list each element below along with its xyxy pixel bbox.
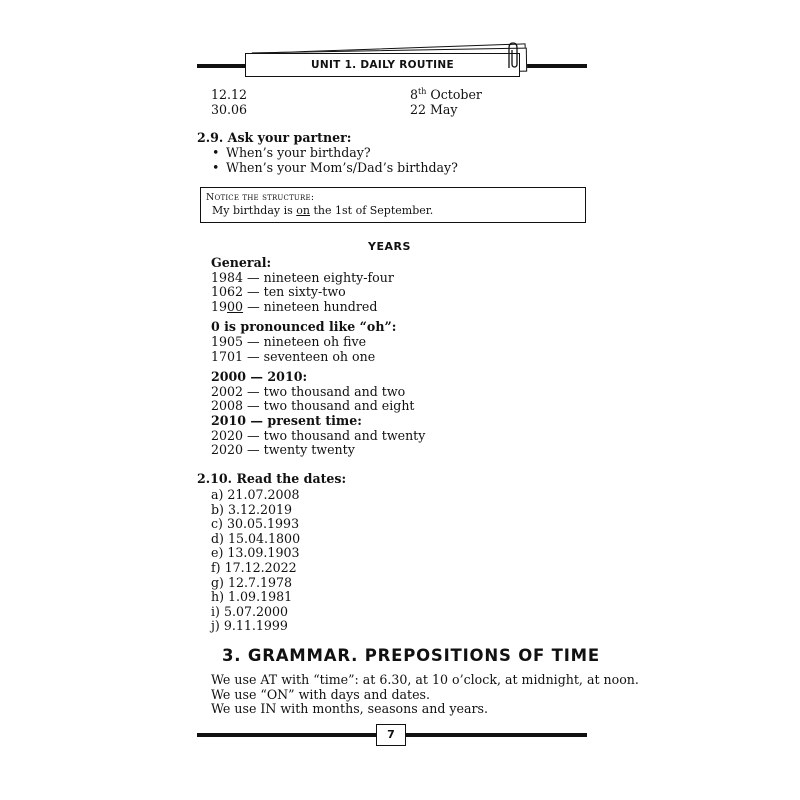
year-example: 1900 — nineteen hundred bbox=[211, 298, 378, 314]
page-number: 7 bbox=[376, 724, 406, 746]
exercise-2-9-title: 2.9. Ask your partner: bbox=[197, 130, 352, 145]
oh-label: 0 is pronounced like “oh”: bbox=[211, 319, 397, 335]
date-item: 22 May bbox=[410, 101, 458, 117]
year-example: 2002 — two thousand and two bbox=[211, 383, 406, 399]
list-item: j) 9.11.1999 bbox=[211, 618, 288, 634]
years-heading: YEARS bbox=[368, 240, 411, 253]
list-item: i) 5.07.2000 bbox=[211, 603, 289, 619]
header-rule-left bbox=[197, 64, 247, 68]
grammar-line: We use AT with “time”: at 6.30, at 10 o’clock, at midnight, at noon. bbox=[211, 672, 639, 687]
years-section bbox=[211, 256, 425, 458]
grammar-heading: 3. GRAMMAR. PREPOSITIONS OF TIME bbox=[222, 646, 600, 665]
dates-left-column bbox=[211, 88, 247, 117]
list-item: b) 3.12.2019 bbox=[211, 501, 293, 517]
header-rule-right bbox=[520, 64, 587, 68]
notice-text: My birthday is on the 1st of September. bbox=[212, 204, 434, 217]
year-example: 1984 — nineteen eighty-four bbox=[211, 269, 394, 285]
exercise-2-9-list bbox=[212, 146, 458, 175]
year-example: 2008 — two thousand and eight bbox=[211, 398, 415, 414]
year-example: 1701 — seventeen oh one bbox=[211, 348, 376, 364]
date-item: 8th October bbox=[410, 86, 482, 102]
date-item: 30.06 bbox=[211, 101, 248, 117]
list-item: h) 1.09.1981 bbox=[211, 589, 293, 605]
grammar-line: We use “ON” with days and dates. bbox=[211, 686, 430, 702]
general-label: General: bbox=[211, 255, 272, 270]
footer-rule-left bbox=[197, 733, 377, 737]
grammar-line: We use IN with months, seasons and years. bbox=[211, 701, 488, 717]
date-item: 12.12 bbox=[211, 87, 248, 102]
year-example: 2020 — two thousand and twenty bbox=[211, 427, 426, 443]
list-item: d) 15.04.1800 bbox=[211, 530, 301, 546]
notice-title: Notice the structure: bbox=[206, 192, 315, 203]
notice-box bbox=[200, 187, 586, 223]
list-item: c) 30.05.1993 bbox=[211, 516, 300, 532]
grammar-body bbox=[211, 673, 639, 717]
dates-right-column bbox=[410, 88, 482, 117]
list-item: • When’s your Mom’s/Dad’s birthday? bbox=[212, 161, 458, 176]
exercise-2-10-list bbox=[211, 488, 300, 634]
list-item: e) 13.09.1903 bbox=[211, 545, 300, 561]
list-item: f) 17.12.2022 bbox=[211, 559, 297, 575]
year-example: 2020 — twenty twenty bbox=[211, 442, 355, 458]
unit-title: UNIT 1. DAILY ROUTINE bbox=[245, 53, 520, 77]
year-example: 1062 — ten sixty-two bbox=[211, 284, 346, 300]
range-label: 2000 — 2010: bbox=[211, 369, 308, 385]
year-example: 1905 — nineteen oh five bbox=[211, 333, 367, 349]
list-item: a) 21.07.2008 bbox=[211, 487, 300, 502]
present-label: 2010 — present time: bbox=[211, 412, 362, 428]
exercise-2-10-title: 2.10. Read the dates: bbox=[197, 471, 347, 486]
list-item: • When’s your birthday? bbox=[212, 146, 458, 161]
paperclip-icon bbox=[503, 40, 523, 72]
footer-rule-right bbox=[405, 733, 587, 737]
list-item: g) 12.7.1978 bbox=[211, 574, 293, 590]
